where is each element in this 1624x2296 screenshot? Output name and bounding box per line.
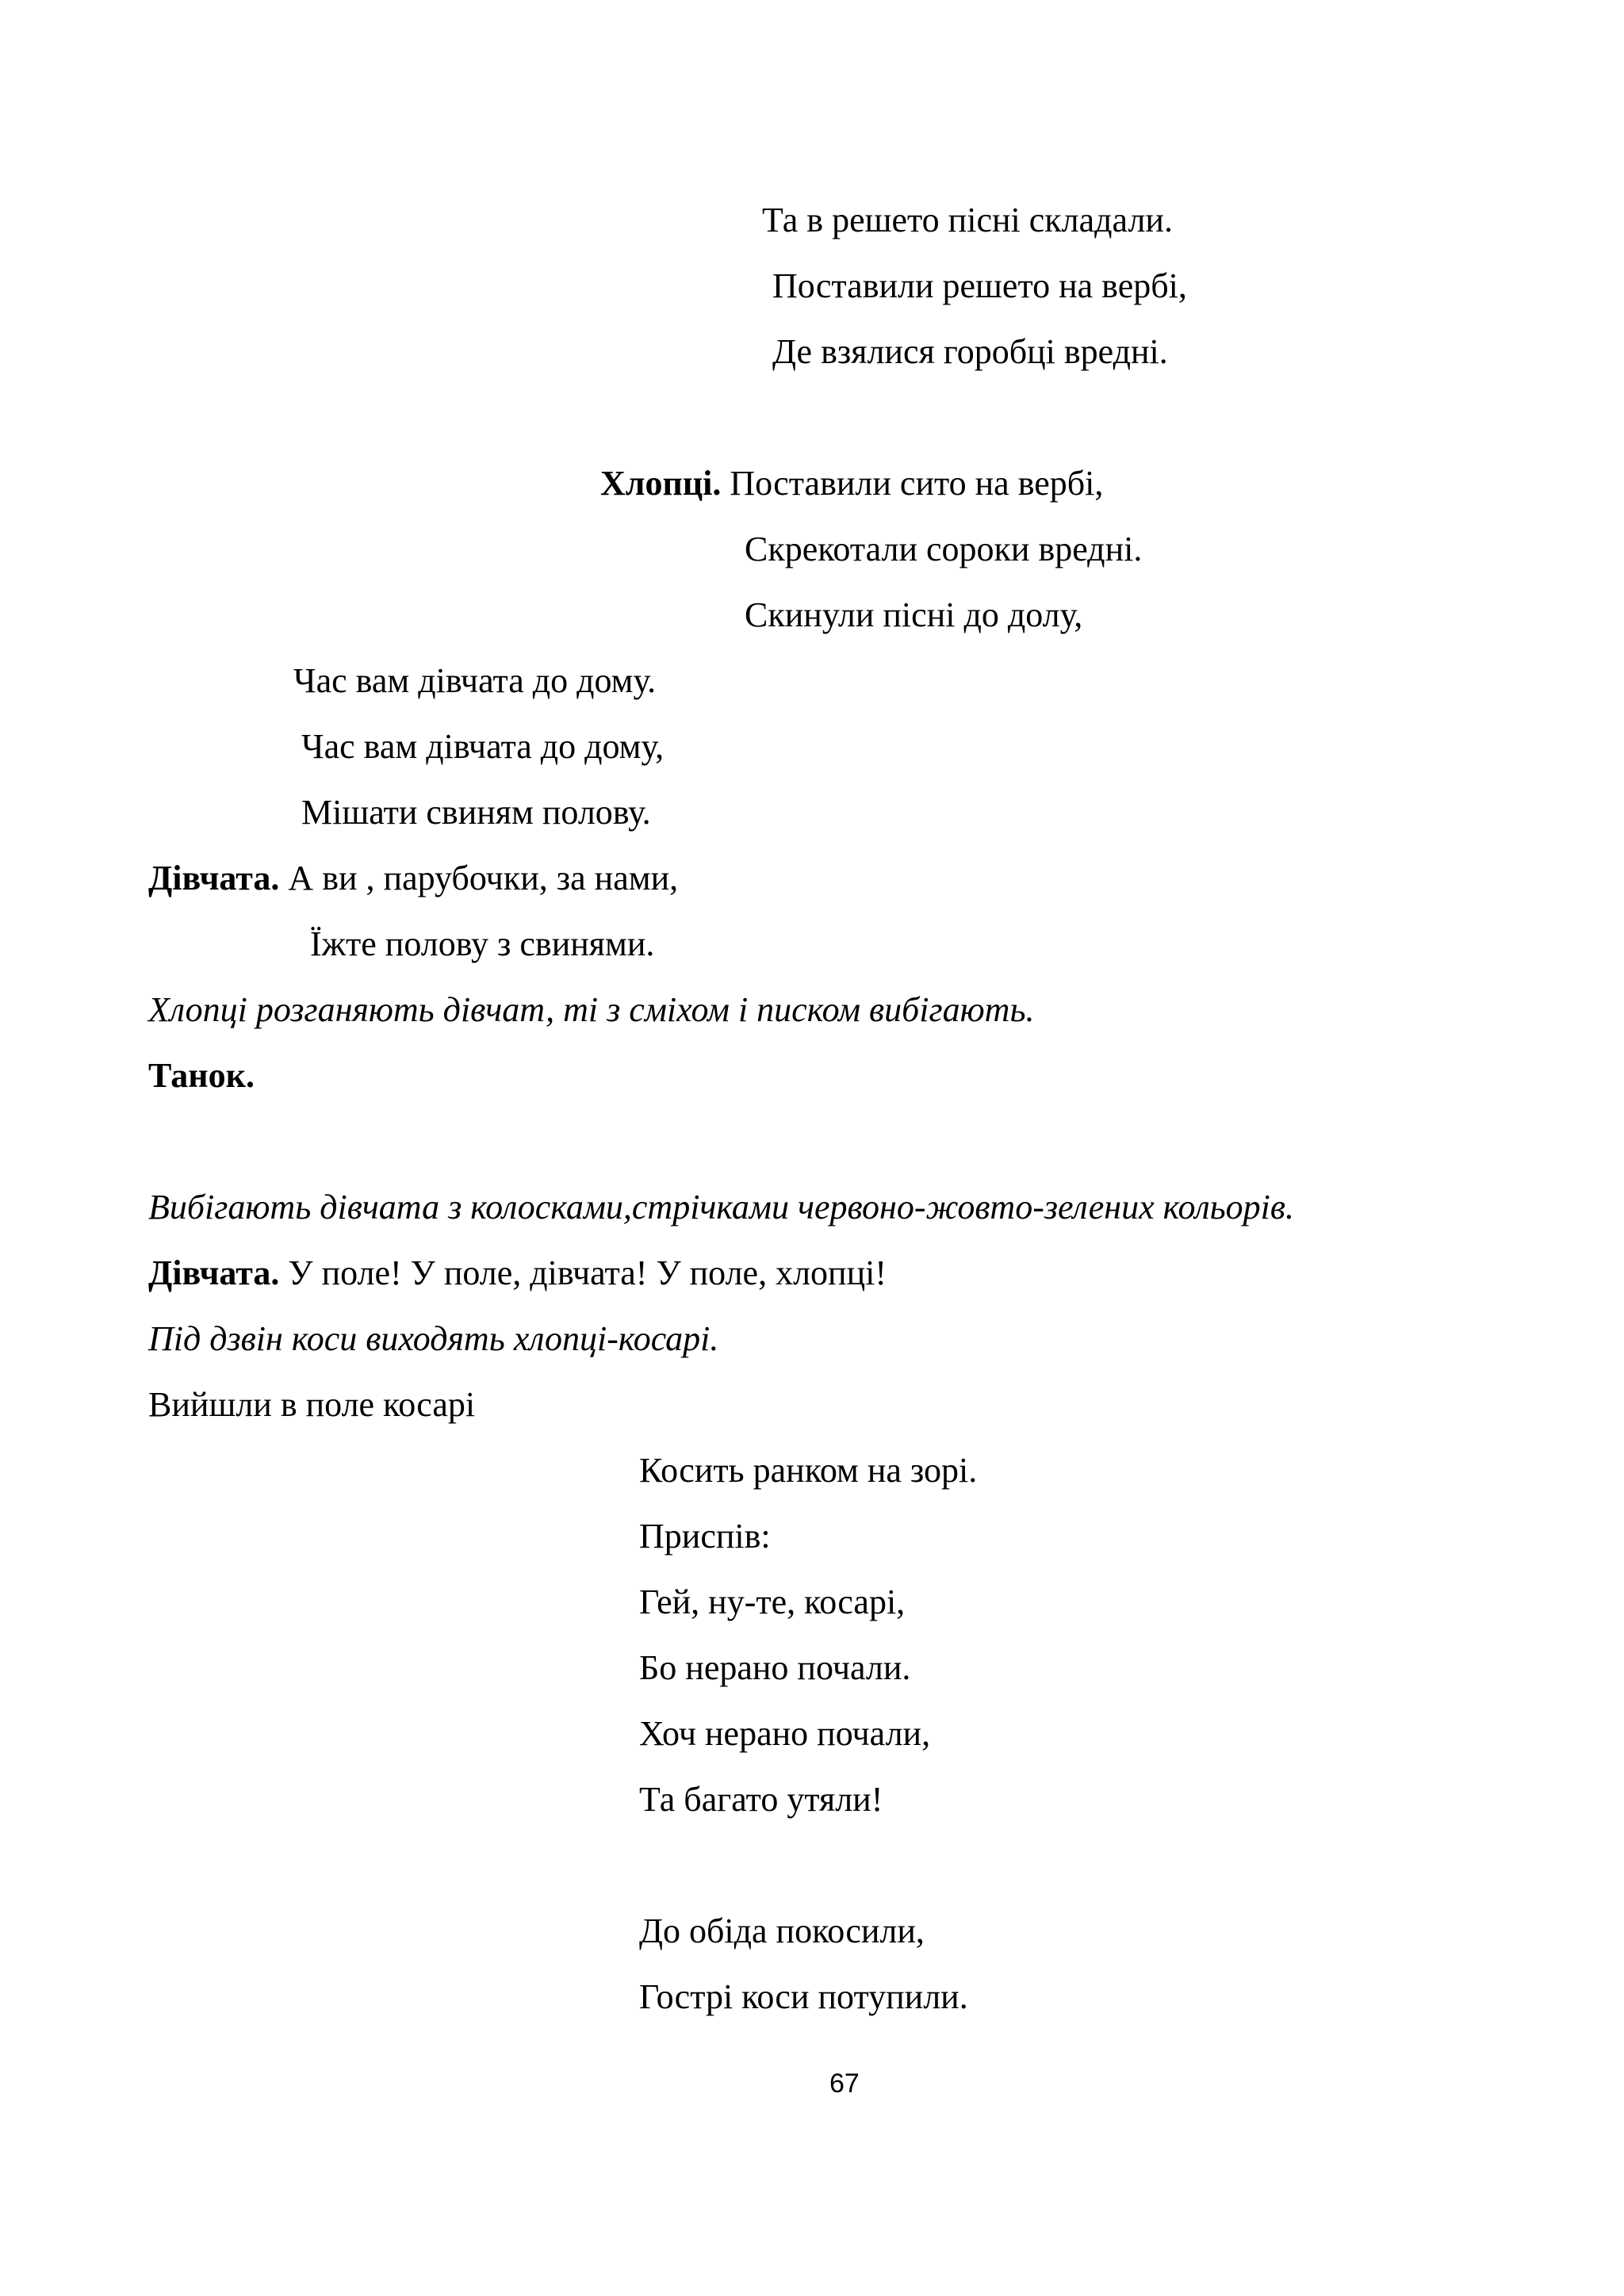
verse-line: Вийшли в поле косарі — [148, 1385, 476, 1424]
verse-line: Бо нерано почали. — [639, 1648, 911, 1687]
speaker-label-girls: Дівчата. — [148, 1253, 280, 1292]
verse-line: Скрекотали сороки вредні. — [745, 530, 1143, 568]
dialogue-line — [148, 1251, 887, 1295]
verse-line: Час вам дівчата до дому, — [301, 727, 665, 766]
verse-line: Гострі коси потупили. — [639, 1977, 968, 2016]
dialogue-line — [600, 461, 1103, 506]
verse-line: Хоч нерано почали, — [639, 1714, 931, 1753]
verse-line: А ви , парубочки, за нами, — [288, 859, 679, 897]
verse-line: Поставили решето на вербі, — [772, 266, 1187, 305]
verse-line: Поставили сито на вербі, — [730, 464, 1104, 503]
verse-line: У поле! У поле, дівчата! У поле, хлопці! — [288, 1253, 887, 1292]
verse-line: Мішати свиням полову. — [301, 793, 651, 832]
verse-line: Гей, ну-те, косарі, — [639, 1582, 906, 1621]
stage-direction: Хлопці розганяють дівчат, ті з сміхом і писком вибігають. — [148, 990, 1035, 1029]
stage-direction: Вибігають дівчата з колосками,стрічками червоно-жовто-зелених кольорів. — [148, 1188, 1294, 1226]
chorus-label: Приспів: — [639, 1517, 771, 1556]
speaker-label-boys: Хлопці. — [600, 464, 722, 503]
verse-line: Де взялися горобці вредні. — [772, 332, 1168, 371]
verse-line: Час вам дівчата до дому. — [293, 661, 657, 700]
dialogue-line — [148, 856, 678, 901]
verse-line: Їжте полову з свинями. — [310, 924, 655, 963]
verse-line: Скинули пісні до долу, — [745, 595, 1083, 634]
page-number: 67 — [829, 2068, 860, 2099]
speaker-label-girls: Дівчата. — [148, 859, 280, 897]
stage-direction: Під дзвін коси виходять хлопці-косарі. — [148, 1319, 719, 1358]
verse-line: Та багато утяли! — [639, 1780, 883, 1819]
verse-line: До обіда покосили, — [639, 1911, 925, 1950]
verse-line: Косить ранком на зорі. — [639, 1451, 978, 1490]
verse-line: Та в решето пісні складали. — [762, 201, 1173, 239]
section-heading: Танок. — [148, 1056, 255, 1095]
